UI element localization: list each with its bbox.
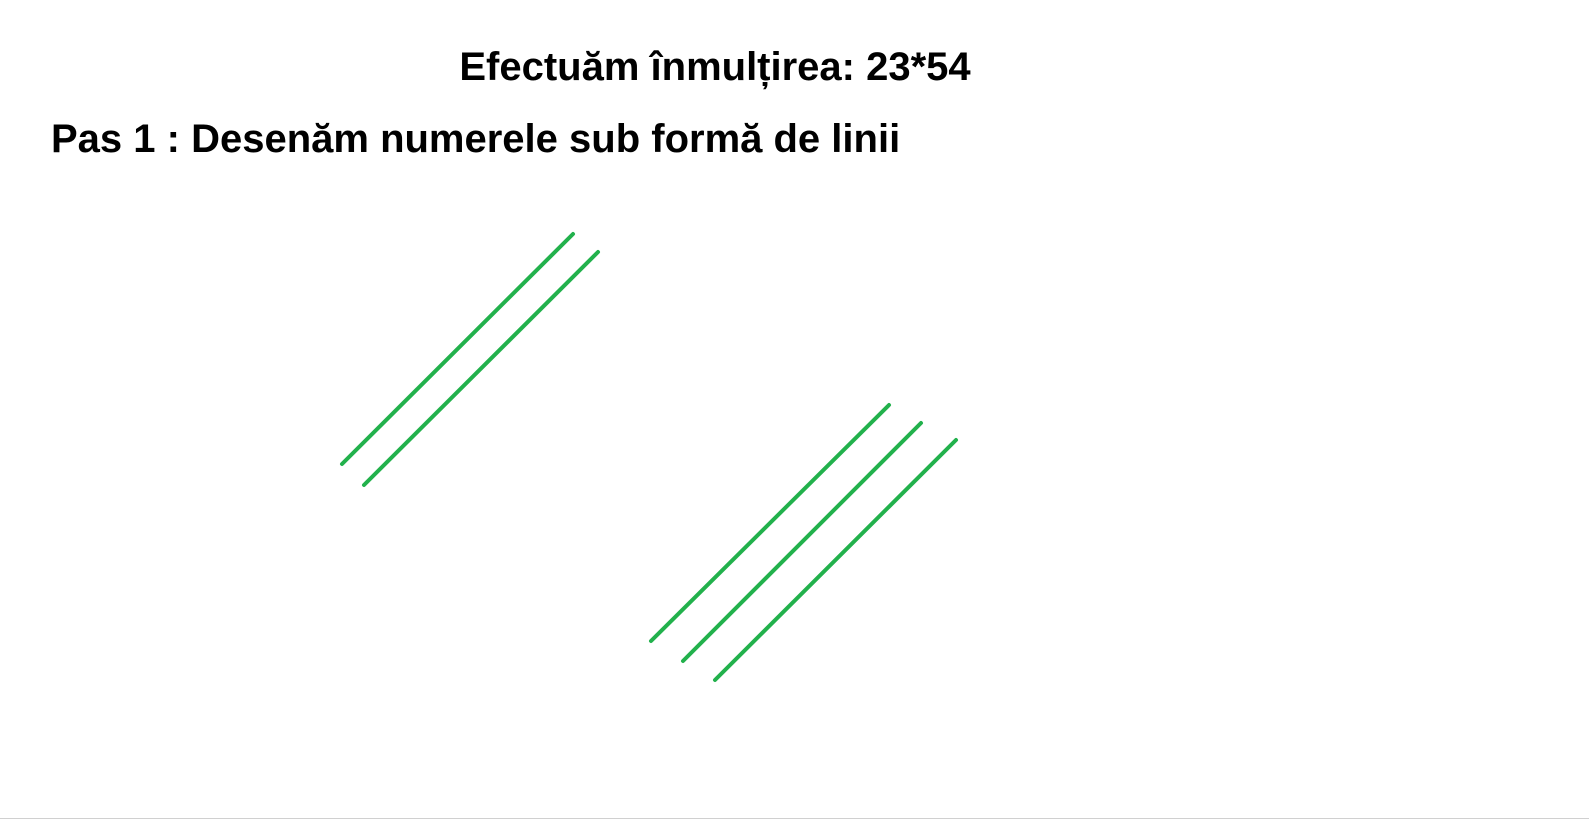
bottom-border: [0, 818, 1589, 819]
line-group-tens: [342, 234, 598, 485]
tens-line-2: [364, 252, 598, 485]
units-line-2: [683, 423, 921, 661]
page-title: Efectuăm înmulțirea: 23*54: [459, 45, 971, 89]
tens-line-1: [342, 234, 573, 464]
line-group-units: [651, 405, 956, 680]
units-line-3: [715, 440, 956, 680]
step-description: Pas 1 : Desenăm numerele sub formă de linii: [51, 117, 901, 161]
units-line-1: [651, 405, 889, 641]
